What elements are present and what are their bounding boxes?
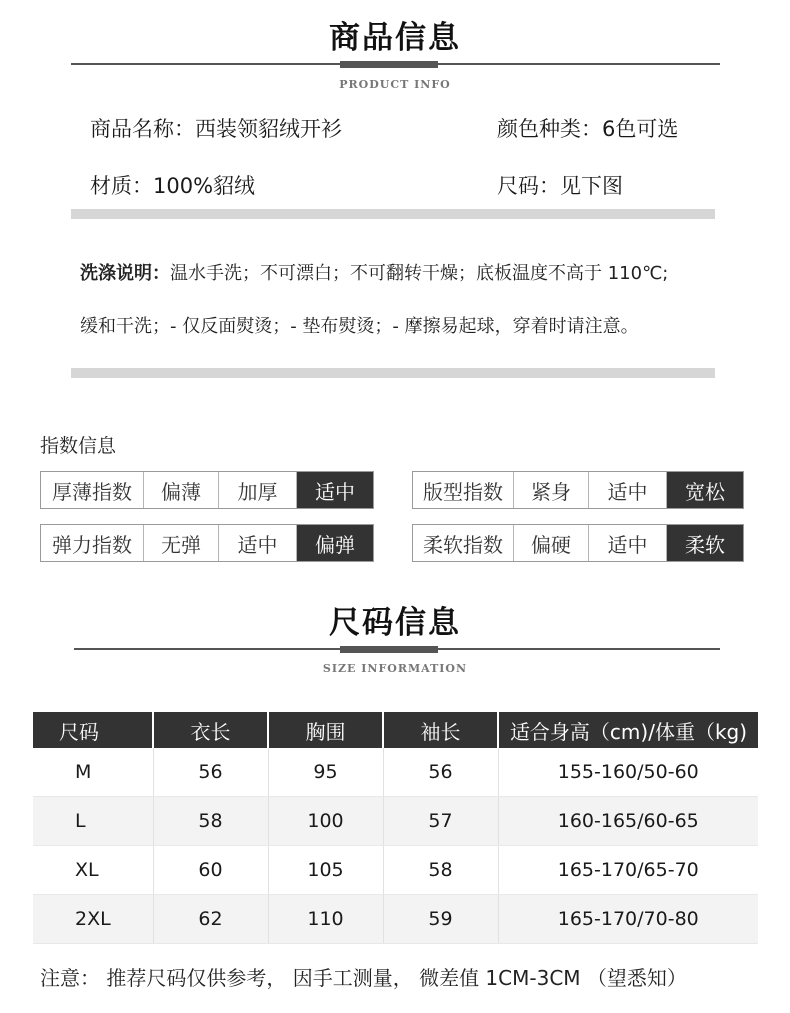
index-option: 偏硬	[514, 525, 589, 561]
table-cell: 165-170/70-80	[498, 895, 758, 944]
product-colors: 颜色种类：6色可选	[497, 117, 679, 141]
table-cell: 56	[383, 748, 498, 797]
table-row	[33, 748, 758, 797]
product-section-title: 商品信息	[329, 20, 461, 56]
index-row	[412, 471, 744, 509]
table-cell: 95	[268, 748, 383, 797]
index-name: 弹力指数	[41, 525, 144, 561]
header-sleeve: 袖长	[383, 712, 498, 748]
table-cell: M	[33, 748, 153, 797]
table-cell: 60	[153, 846, 268, 895]
size-section-title: 尺码信息	[329, 605, 461, 641]
index-name: 柔软指数	[413, 525, 514, 561]
divider-bar	[71, 368, 715, 378]
index-option: 宽松	[667, 472, 743, 508]
size-table	[33, 712, 758, 944]
product-section-subtitle: PRODUCT INFO	[339, 78, 451, 91]
table-row	[33, 797, 758, 846]
index-option: 适中	[589, 472, 667, 508]
header-chest: 胸围	[268, 712, 383, 748]
index-option: 适中	[219, 525, 297, 561]
table-cell: 105	[268, 846, 383, 895]
table-row	[33, 895, 758, 944]
product-material: 材质：100%貂绒	[90, 174, 256, 198]
size-section-subtitle: SIZE INFORMATION	[322, 662, 468, 675]
table-cell: XL	[33, 846, 153, 895]
table-cell: 165-170/65-70	[498, 846, 758, 895]
table-cell: L	[33, 797, 153, 846]
index-title: 指数信息	[40, 435, 117, 457]
divider-bar	[71, 209, 715, 219]
index-row	[40, 524, 374, 562]
index-option: 适中	[297, 472, 373, 508]
table-cell: 58	[383, 846, 498, 895]
header-fit: 适合身高（cm)/体重（kg)	[498, 712, 758, 748]
header-size: 尺码	[33, 712, 153, 748]
wash-instructions-line-2: 缓和干洗；- 仅反面熨烫；- 垫布熨烫；- 摩擦易起球，穿着时请注意。	[80, 316, 639, 337]
table-cell: 160-165/60-65	[498, 797, 758, 846]
product-name: 商品名称：西装领貂绒开衫	[90, 117, 342, 141]
index-row	[412, 524, 744, 562]
wash-text-1: 温水手洗；不可漂白；不可翻转干燥；底板温度不高于 110℃;	[170, 263, 669, 284]
table-cell: 56	[153, 748, 268, 797]
table-cell: 59	[383, 895, 498, 944]
size-table-header	[33, 712, 758, 748]
table-cell: 2XL	[33, 895, 153, 944]
wash-instructions-line-1	[80, 259, 668, 285]
size-note: 注意： 推荐尺码仅供参考， 因手工测量， 微差值 1CM-3CM （望悉知）	[40, 966, 687, 990]
index-option: 柔软	[667, 525, 743, 561]
wash-label: 洗涤说明：	[80, 263, 170, 284]
table-row	[33, 846, 758, 895]
table-cell: 57	[383, 797, 498, 846]
index-name: 版型指数	[413, 472, 514, 508]
table-cell: 58	[153, 797, 268, 846]
index-option: 偏薄	[144, 472, 219, 508]
table-cell: 62	[153, 895, 268, 944]
table-cell: 110	[268, 895, 383, 944]
index-option: 偏弹	[297, 525, 373, 561]
index-option: 适中	[589, 525, 667, 561]
index-row	[40, 471, 374, 509]
product-size-note: 尺码：见下图	[497, 174, 623, 198]
index-option: 无弹	[144, 525, 219, 561]
index-name: 厚薄指数	[41, 472, 144, 508]
product-section-accent	[340, 61, 438, 68]
index-option: 紧身	[514, 472, 589, 508]
table-cell: 100	[268, 797, 383, 846]
header-length: 衣长	[153, 712, 268, 748]
index-option: 加厚	[219, 472, 297, 508]
table-cell: 155-160/50-60	[498, 748, 758, 797]
size-section-accent	[340, 646, 438, 653]
